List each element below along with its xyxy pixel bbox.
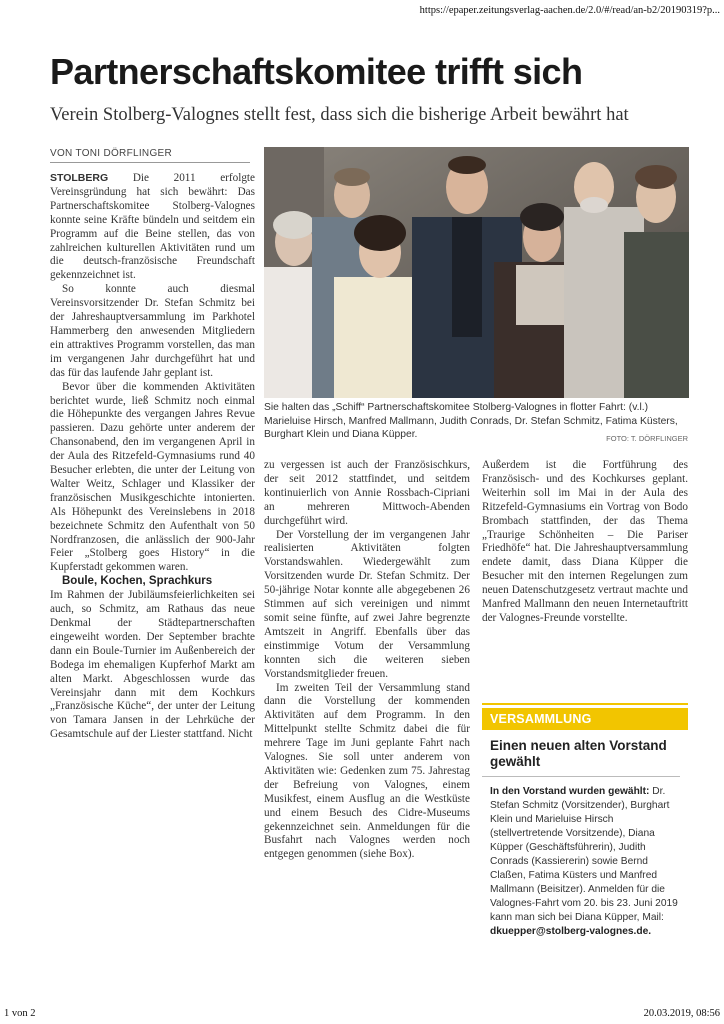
group-photo: [264, 147, 689, 398]
paragraph-5: zu vergessen ist auch der Französischkurs, der seit 2012 stattfindet, und seitdem kontinuierlich von Annie Rossbach-Cipriani an mehreren Mittwoch-Abenden durchgeführt wird.: [264, 459, 470, 527]
byline-divider: [50, 162, 250, 163]
paragraph-2: So konnte auch diesmal Vereinsvorsitzender Dr. Stefan Schmitz bei der Jahreshauptversammlung im Parkhotel Hammerberg den anwesenden Mitgliedern ein attraktives Programm vorstellen, das man im vergangenen Jahr durchgeführt hat und das für das laufende Jahr geplant ist.: [50, 283, 255, 379]
info-box: [482, 703, 688, 998]
info-box-end: .: [648, 926, 652, 937]
paragraph-4: Im Rahmen der Jubiläumsfeierlichkeiten sei auch, so Schmitz, am Rathaus das neue Denkmal der Städtepartnerschaften eingeweiht worden. Der September brachte dann ein Boule-Turnier im Außenbereich der Bodega im ehemaligen Kupferhof Markt am alten Markt. Abgeschlossen wurde das Vereinsjahr dann mit dem Kochkurs „Französische Küche“, der unter der Leitung von Tamara Jansen in der Lehrküche der Gesamtschule auf der Liester stattfand. Nicht: [50, 589, 255, 741]
browser-url: https://epaper.zeitungsverlag-aachen.de/2.0/#/read/an-b2/20190319?p...: [419, 5, 720, 16]
photo-credit: FOTO: T. DÖRFLINGER: [606, 434, 688, 443]
info-box-label: VERSAMMLUNG: [482, 708, 688, 730]
article-subheadline: Verein Stolberg-Valognes stellt fest, dass sich die bisherige Arbeit bewährt hat: [50, 105, 629, 125]
info-box-text: Dr. Stefan Schmitz (Vorsitzender), Burghart Klein und Marieluise Hirsch (stellvertretende Vorsitzende), Diana Küpper (Geschäftsführerin), Judith Conrads (Kassiererin) sowie Bernd Claßen, Fatima Küsters und Manfred Mallmann (Beisitzer). Anmelden für die Valognes-Fahrt vom 20. bis 23. Juni 2019 kann man sich bei Diana Küpper, Mail:: [490, 786, 678, 923]
info-box-lead: In den Vorstand wurden gewählt:: [490, 786, 650, 797]
article-column-2: [264, 459, 470, 996]
article-column-3: [482, 459, 688, 687]
article-headline: Partnerschaftskomitee trifft sich: [50, 51, 583, 92]
info-box-title: Einen neuen alten Vorstand gewählt: [482, 730, 680, 777]
photo-caption-block: [264, 401, 688, 446]
info-box-body: [482, 777, 688, 939]
paragraph-1-text: Die 2011 erfolgte Vereinsgründung hat sich bewährt: Das Partnerschaftskomitee Stolberg-Valognes konnte seine Kräfte bündeln und seitdem ein Programm auf die Beine stellen, das von zahlreichen kulturellen Aktivitäten rund um die deutsch-französische Freundschaft gekennzeichnet ist.: [50, 172, 255, 282]
article-subhead: Boule, Kochen, Sprachkurs: [62, 575, 213, 588]
paragraph-7: Im zweiten Teil der Versammlung stand dann die Vorstellung der kommenden Aktivitäten auf dem Programm. In den Mittelpunkt stellte Schmitz dabei die für mehrere Tage im Juni geplante Fahrt nach Valognes. Sie soll unter anderem von Aktivitäten wie: Gedenken zum 75. Jahrestag der Befreiung von Valognes, einem Musikfest, einem Ausflug an die Westküste und einem Besuch des Cidre-Museums gekennzeichnet sein. Anmeldungen für die Busfahrt nach Valognes werden noch entgegen genommen (siehe Box).: [264, 681, 470, 861]
paragraph-6: Der Vorstellung der im vergangenen Jahr realisierten Aktivitäten folgten Vorstandswahlen. Wiedergewählt zum Vorsitzenden wurde Dr. Stefan Schmitz. Der 50-jährige Notar konnte alle abgegebenen 26 Stimmen auf sich vereinigen und nimmt somit seine fünfte, auf zwei Jahre begrenzte Amtszeit in Angriff. Ebenfalls über das einstimmige Votum der Versammlung konnten sich die weiteren sieben Vorstandsmitglieder freuen.: [264, 528, 470, 680]
dateline: STOLBERG: [50, 172, 109, 184]
paragraph-3: Bevor über die kommenden Aktivitäten berichtet wurde, ließ Schmitz noch einmal die Höhepunkte des vergangen Jahres Revue passieren. Dazu gehörte unter anderem der Chansonabend, den im vergangenen April in der Aula des Ritzefeld-Gymnasiums rund 40 Besucher erlebten, die unter der Leitung von Walter Weitz, Schlager und Klassiker der französischen Musikgeschichte intonierten. Als Höhepunkt des Vereinslebens in 2018 bezeichnete Schmitz den Aufenthalt von 50 Nordfranzosen, die anlässlich der 900-Jahr Feier „Stolberg goes History“ in die Kupferstadt gekommen waren.: [50, 380, 255, 574]
print-datetime: 20.03.2019, 08:56: [643, 1008, 720, 1019]
article-column-1: [50, 172, 255, 992]
photo-caption: Sie halten das „Schiff“ Partnerschaftskomitee Stolberg-Valognes in flotter Fahrt: (v.l.) Marieluise Hirsch, Manfred Mallmann, Judith Conrads, Dr. Stefan Schmitz, Fatima Küsters, Burghart Klein und Diana Küpper.: [264, 402, 678, 440]
page-counter: 1 von 2: [4, 1008, 36, 1019]
paragraph-8: Außerdem ist die Fortführung des Französisch- und des Kochkurses geplant. Weiterhin soll im Mai in der Aula des Ritzefeld-Gymnasiums ein Vortrag von Bodo Brombach stattfinden, der das Thema „Traurige Schönheiten – Die Pariser Friedhöfe“ hat. Die Jahreshauptversammlung endete damit, dass Diana Küpper die Besucher mit den internen Regelungen zum neuen Datenschutzgesetz vertraut machte und Manfred Mallmann den neuen Internetauftritt der Valognes-Freunde vorstellte.: [482, 459, 688, 624]
info-box-email: dkuepper@stolberg-valognes.de: [490, 926, 649, 937]
article-byline: VON TONI DÖRFLINGER: [50, 148, 173, 159]
paragraph-1: [50, 172, 255, 283]
